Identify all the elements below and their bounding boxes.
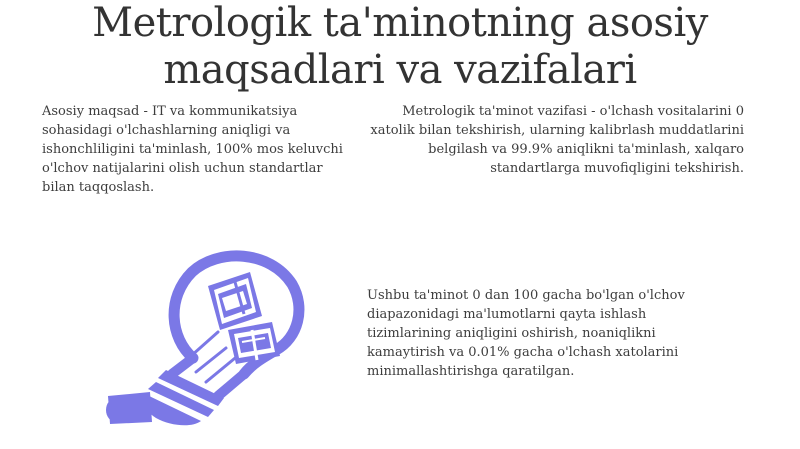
title-line-2: maqsadlari va vazifalari <box>163 47 637 93</box>
lightbulb-with-books-icon <box>100 246 310 426</box>
task-paragraph: Metrologik ta'minot vazifasi - o'lchash vositalarini 0 xatolik bilan tekshirish, ularning kalibrlash muddatlarini belgilash va 99.9% aniqlikni ta'minlash, xalqaro standartlarga muvofiqligini tekshirish. <box>370 104 744 176</box>
purpose-paragraph: Ushbu ta'minot 0 dan 100 gacha bo'lgan o'lchov diapazonidagi ma'lumotlarni qayta ishlash tizimlarining aniqligini oshirish, noaniqlikni kamaytirish va 0.01% gacha o'lchash xatolarini minimallashtirishga qaratilgan. <box>367 288 685 379</box>
title-line-1: Metrologik ta'minotning asosiy <box>92 0 708 46</box>
goal-paragraph: Asosiy maqsad - IT va kommunikatsiya sohasidagi o'lchashlarning aniqligi va ishonchliligini ta'minlash, 100% mos keluvchi o'lchov natijalarini olish uchun standartlar bilan taqqoslash. <box>42 104 343 195</box>
page-title <box>0 0 800 94</box>
